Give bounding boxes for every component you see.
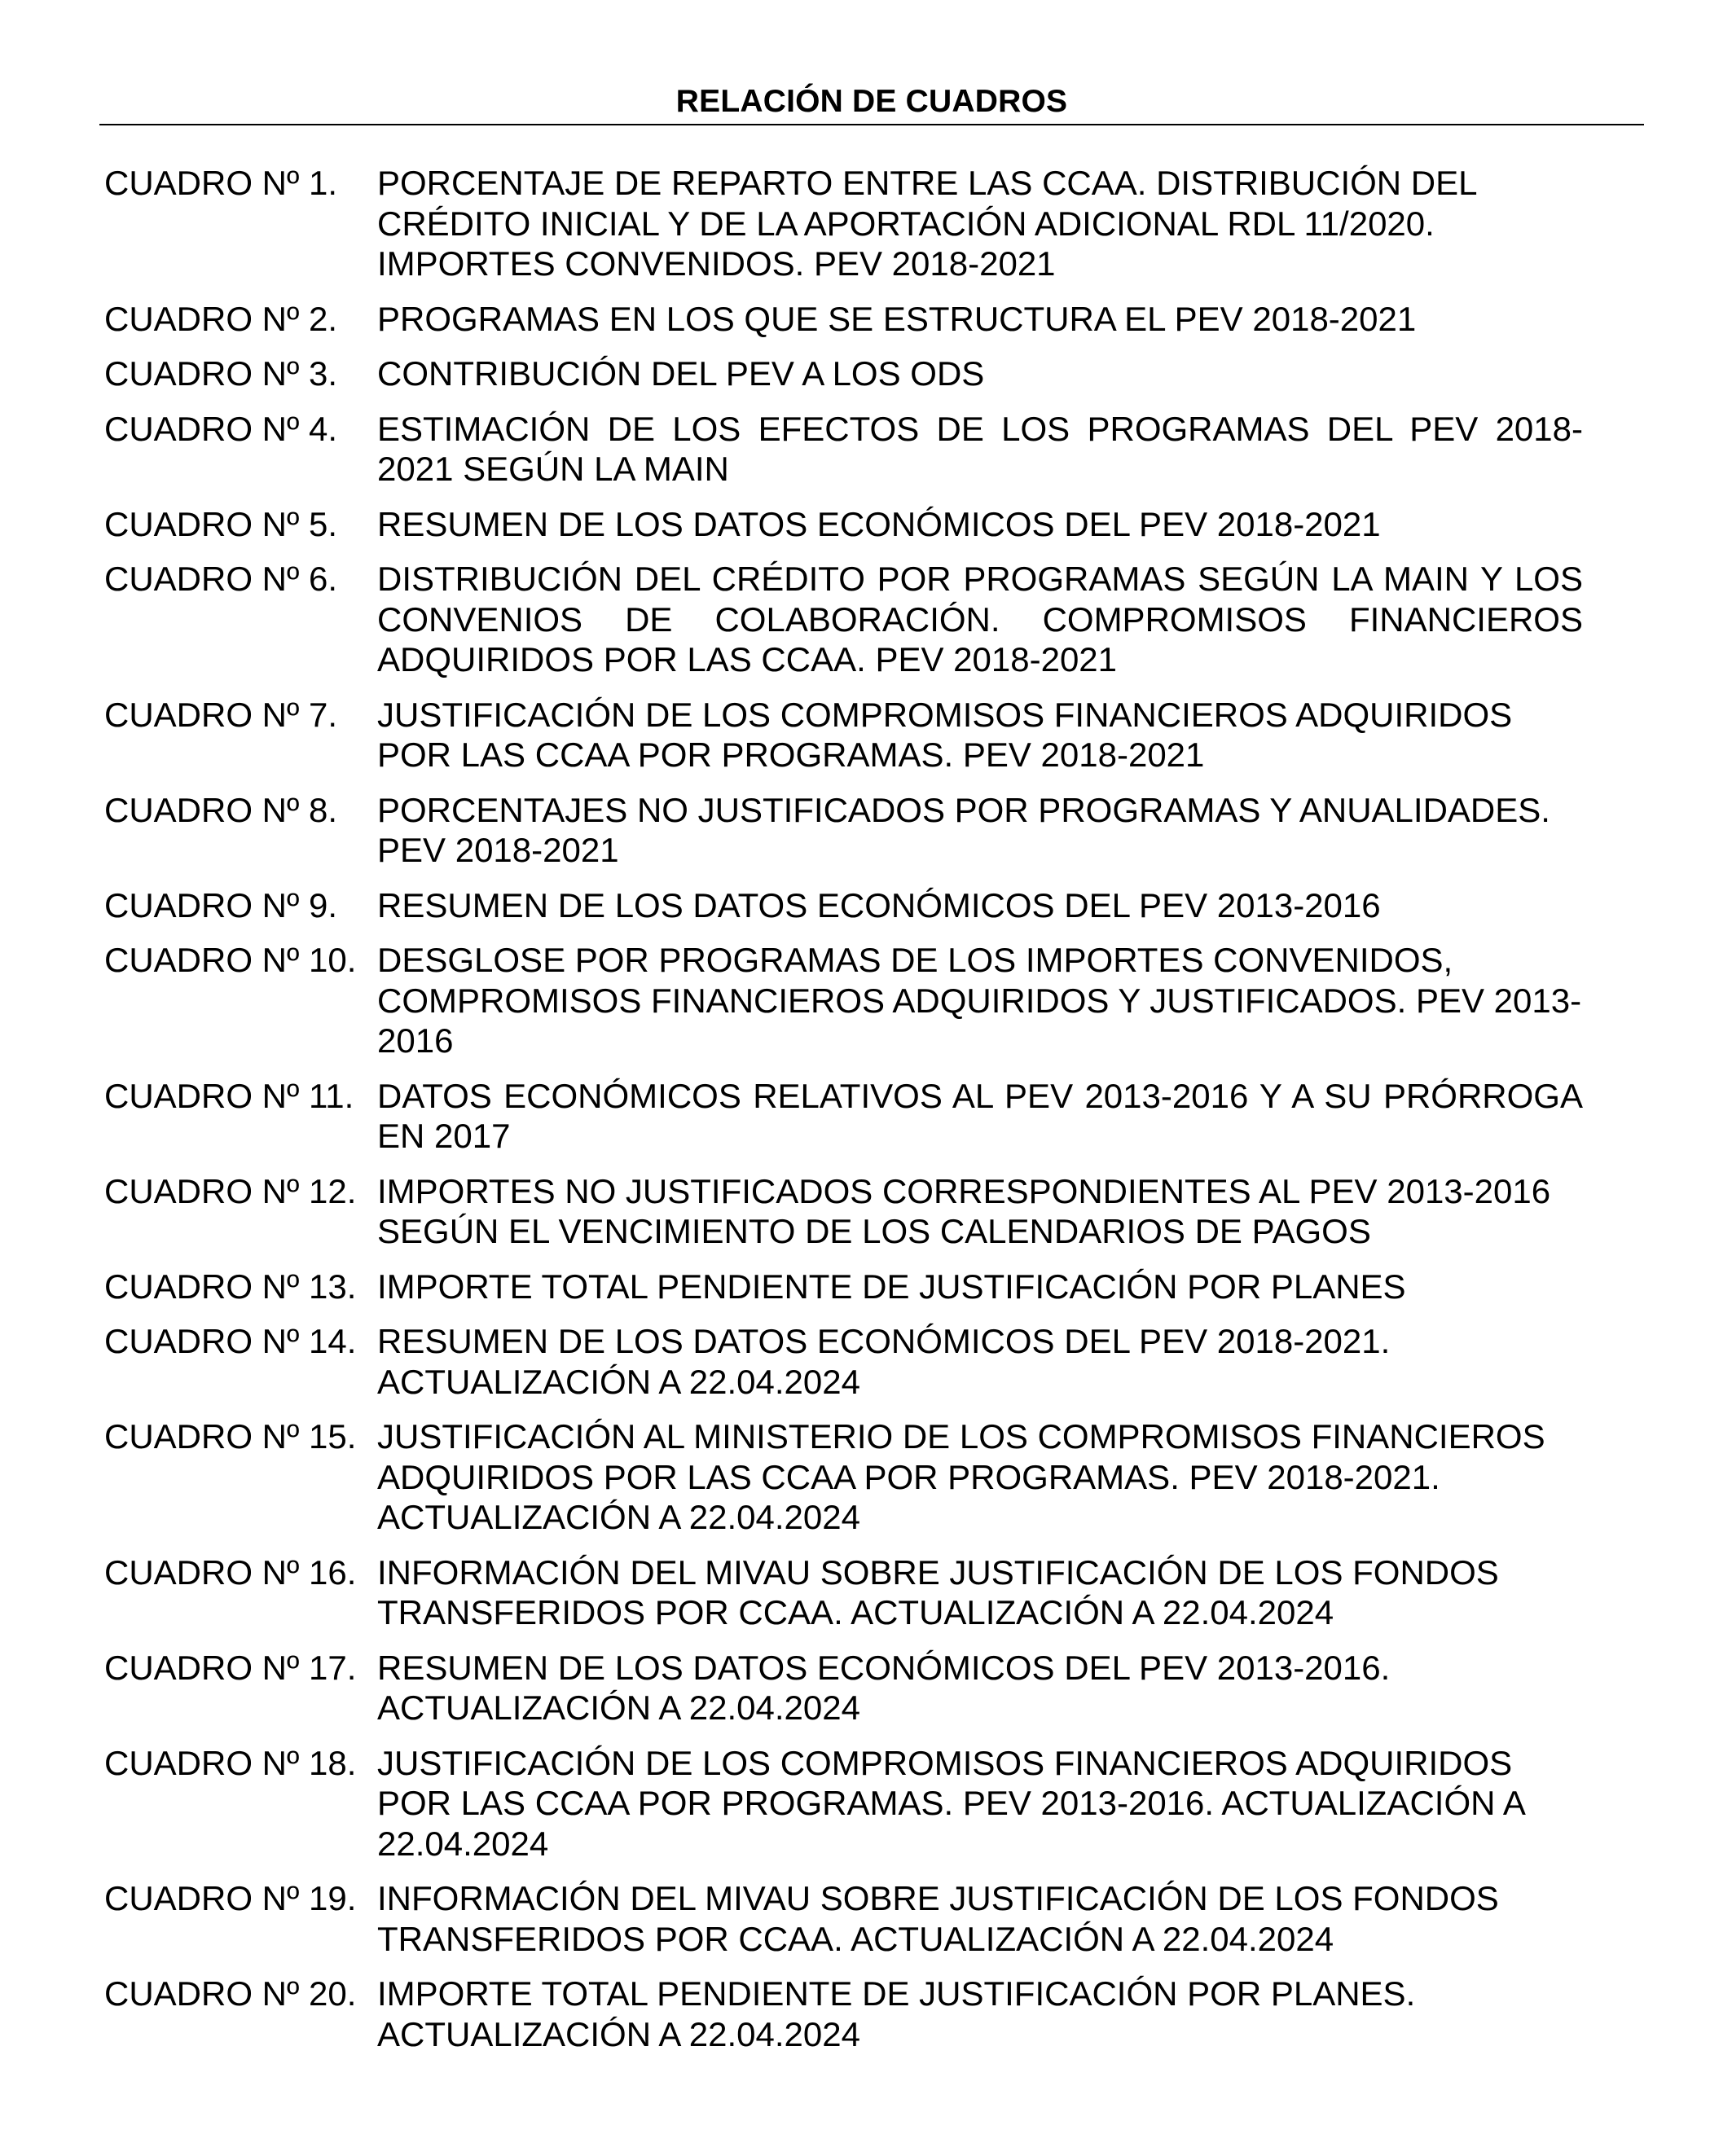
list-item: [104, 559, 1628, 680]
item-text: DATOS ECONÓMICOS RELATIVOS AL PEV 2013-2016 Y A SU PRÓRROGA EN 2017: [377, 1076, 1583, 1155]
item-label: CUADRO Nº 20.: [104, 1974, 357, 2013]
item-text: CONTRIBUCIÓN DEL PEV A LOS ODS: [377, 354, 985, 393]
list-item: [104, 1171, 1628, 1252]
item-text: IMPORTE TOTAL PENDIENTE DE JUSTIFICACIÓN POR PLANES: [377, 1267, 1406, 1306]
page-title: RELACIÓN DE CUADROS: [675, 84, 1068, 119]
item-text: JUSTIFICACIÓN DE LOS COMPROMISOS FINANCIEROS ADQUIRIDOS POR LAS CCAA POR PROGRAMAS. PEV 2018-2021: [377, 695, 1513, 774]
item-label: CUADRO Nº 11.: [104, 1076, 354, 1115]
item-label: CUADRO Nº 18.: [104, 1743, 357, 1782]
item-label: CUADRO Nº 6.: [104, 560, 338, 598]
item-label: CUADRO Nº 9.: [104, 885, 338, 924]
item-label: CUADRO Nº 5.: [104, 504, 338, 543]
item-label: CUADRO Nº 17.: [104, 1648, 357, 1687]
item-text: INFORMACIÓN DEL MIVAU SOBRE JUSTIFICACIÓN DE LOS FONDOS TRANSFERIDOS POR CCAA. ACTUALIZACIÓN A 22.04.2024: [377, 1879, 1499, 1958]
item-label: CUADRO Nº 16.: [104, 1552, 357, 1592]
item-text: IMPORTES NO JUSTIFICADOS CORRESPONDIENTES AL PEV 2013-2016 SEGÚN EL VENCIMIENTO DE LOS CALENDARIOS DE PAGOS: [377, 1171, 1551, 1250]
item-text: INFORMACIÓN DEL MIVAU SOBRE JUSTIFICACIÓN DE LOS FONDOS TRANSFERIDOS POR CCAA. ACTUALIZACIÓN A 22.04.2024: [377, 1552, 1499, 1631]
list-item: [104, 504, 1628, 545]
list-item: [104, 1416, 1628, 1538]
item-text: PORCENTAJES NO JUSTIFICADOS POR PROGRAMAS Y ANUALIDADES. PEV 2018-2021: [377, 790, 1550, 869]
item-label: CUADRO Nº 19.: [104, 1879, 357, 1917]
item-label: CUADRO Nº 13.: [104, 1267, 357, 1306]
item-text: DESGLOSE POR PROGRAMAS DE LOS IMPORTES CONVENIDOS, COMPROMISOS FINANCIEROS ADQUIRIDOS Y JUSTIFICADOS. PEV 2013-2016: [377, 941, 1582, 1060]
item-text: JUSTIFICACIÓN AL MINISTERIO DE LOS COMPROMISOS FINANCIEROS ADQUIRIDOS POR LAS CCAA POR PROGRAMAS. PEV 2018-2021. ACTUALIZACIÓN A 22.04.2024: [377, 1417, 1545, 1536]
item-text: IMPORTE TOTAL PENDIENTE DE JUSTIFICACIÓN POR PLANES. ACTUALIZACIÓN A 22.04.2024: [377, 1974, 1416, 2053]
list-item: [104, 790, 1628, 871]
item-label: CUADRO Nº 10.: [104, 941, 357, 979]
item-label: CUADRO Nº 2.: [104, 299, 338, 338]
item-text: DISTRIBUCIÓN DEL CRÉDITO POR PROGRAMAS SEGÚN LA MAIN Y LOS CONVENIOS DE COLABORACIÓN. COMPROMISOS FINANCIEROS ADQUIRIDOS POR LAS CCAA. PEV 2018-2021: [377, 560, 1583, 678]
item-text: RESUMEN DE LOS DATOS ECONÓMICOS DEL PEV 2018-2021. ACTUALIZACIÓN A 22.04.2024: [377, 1322, 1391, 1401]
list-item: [104, 163, 1628, 284]
list-item: [104, 1878, 1628, 1959]
list-item: [104, 1974, 1628, 2054]
item-label: CUADRO Nº 14.: [104, 1322, 357, 1360]
list-item: [104, 1552, 1628, 1633]
list-item: [104, 353, 1628, 394]
list-item: [104, 1076, 1628, 1157]
list-item: [104, 409, 1628, 490]
item-label: CUADRO Nº 12.: [104, 1171, 357, 1210]
item-label: CUADRO Nº 8.: [104, 790, 338, 829]
list-item: [104, 1743, 1628, 1864]
item-text: RESUMEN DE LOS DATOS ECONÓMICOS DEL PEV 2018-2021: [377, 504, 1381, 543]
item-text: ESTIMACIÓN DE LOS EFECTOS DE LOS PROGRAMAS DEL PEV 2018-2021 SEGÚN LA MAIN: [377, 409, 1583, 488]
list-item: [104, 940, 1628, 1061]
list-item: [104, 1267, 1628, 1307]
item-text: JUSTIFICACIÓN DE LOS COMPROMISOS FINANCIEROS ADQUIRIDOS POR LAS CCAA POR PROGRAMAS. PEV 2013-2016. ACTUALIZACIÓN A 22.04.2024: [377, 1743, 1524, 1863]
list-item: [104, 695, 1628, 775]
list-item: [104, 885, 1628, 926]
item-label: CUADRO Nº 7.: [104, 695, 338, 734]
item-text: RESUMEN DE LOS DATOS ECONÓMICOS DEL PEV 2013-2016: [377, 885, 1381, 924]
list-item: [104, 1321, 1628, 1402]
item-label: CUADRO Nº 3.: [104, 354, 338, 393]
item-text: PORCENTAJE DE REPARTO ENTRE LAS CCAA. DISTRIBUCIÓN DEL CRÉDITO INICIAL Y DE LA APORTACIÓN ADICIONAL RDL 11/2020. IMPORTES CONVENIDOS. PEV 2018-2021: [377, 164, 1476, 283]
title-underline: [99, 124, 1644, 125]
table-of-figures-list: [104, 163, 1628, 2069]
list-item: [104, 1648, 1628, 1728]
item-label: CUADRO Nº 1.: [104, 164, 338, 202]
item-label: CUADRO Nº 15.: [104, 1417, 357, 1456]
item-text: PROGRAMAS EN LOS QUE SE ESTRUCTURA EL PEV 2018-2021: [377, 299, 1417, 338]
item-text: RESUMEN DE LOS DATOS ECONÓMICOS DEL PEV 2013-2016. ACTUALIZACIÓN A 22.04.2024: [377, 1648, 1391, 1727]
item-label: CUADRO Nº 4.: [104, 409, 338, 448]
list-item: [104, 299, 1628, 340]
